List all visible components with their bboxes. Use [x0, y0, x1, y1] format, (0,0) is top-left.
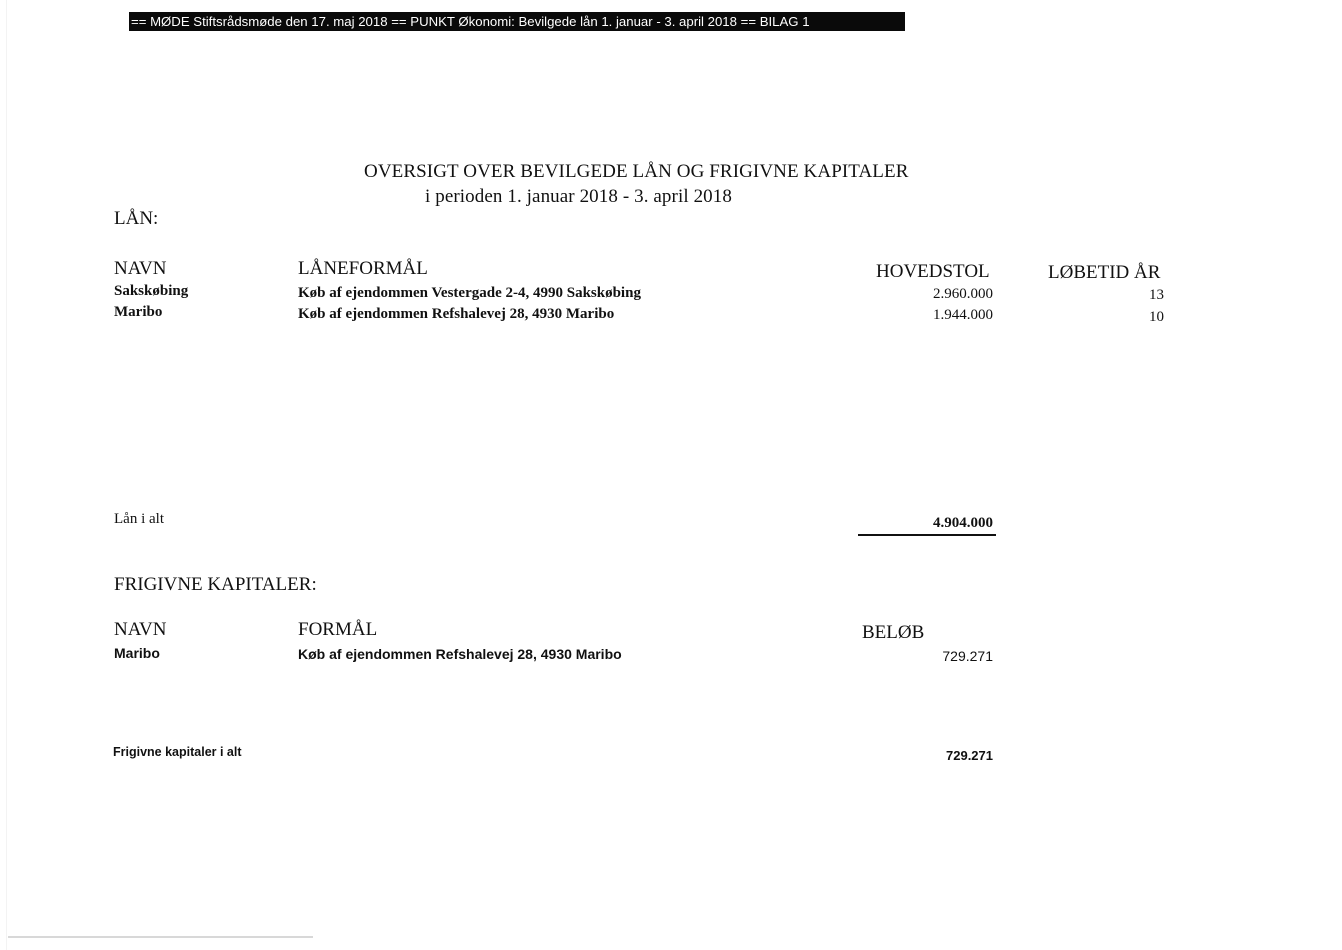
loans-total-underline — [858, 534, 996, 536]
loans-col-name: NAVN — [114, 258, 167, 279]
loan-row-1-purpose: Køb af ejendommen Vestergade 2-4, 4990 Sakskøbing — [298, 285, 641, 301]
loans-col-principal: HOVEDSTOL — [876, 261, 990, 282]
document-subtitle: i perioden 1. januar 2018 - 3. april 2018 — [425, 186, 732, 207]
capitals-col-purpose: FORMÅL — [298, 619, 378, 640]
loans-total-label: Lån i alt — [114, 511, 164, 527]
loans-col-term: LØBETID ÅR — [1048, 262, 1161, 283]
document-title: OVERSIGT OVER BEVILGEDE LÅN OG FRIGIVNE KAPITALER — [364, 161, 909, 182]
loan-row-2-name: Maribo — [114, 304, 163, 320]
loans-total-value: 4.904.000 — [933, 515, 993, 531]
capitals-total-label: Frigivne kapitaler i alt — [113, 745, 242, 759]
capitals-total-value: 729.271 — [946, 748, 993, 763]
loans-heading: LÅN: — [114, 208, 159, 229]
capital-row-1-purpose: Køb af ejendommen Refshalevej 28, 4930 Maribo — [298, 646, 622, 662]
loan-row-1-name: Sakskøbing — [114, 283, 189, 299]
loan-row-2-purpose: Køb af ejendommen Refshalevej 28, 4930 Maribo — [298, 306, 615, 322]
loan-row-1-term: 13 — [1149, 287, 1164, 303]
capitals-col-name: NAVN — [114, 619, 167, 640]
capital-row-1-amount: 729.271 — [942, 648, 993, 664]
scan-bottom-shadow — [8, 936, 313, 938]
scan-edge-shadow — [6, 0, 7, 950]
capitals-heading: FRIGIVNE KAPITALER: — [114, 574, 317, 595]
capitals-col-amount: BELØB — [862, 622, 925, 643]
meeting-header-band: == MØDE Stiftsrådsmøde den 17. maj 2018 == PUNKT Økonomi: Bevilgede lån 1. januar - 3. april 2018 == BILAG 1 — [129, 12, 905, 31]
loans-col-purpose: LÅNEFORMÅL — [298, 258, 428, 279]
loan-row-2-principal: 1.944.000 — [933, 307, 993, 323]
capital-row-1-name: Maribo — [114, 645, 160, 661]
loan-row-2-term: 10 — [1149, 309, 1164, 325]
loan-row-1-principal: 2.960.000 — [933, 286, 993, 302]
